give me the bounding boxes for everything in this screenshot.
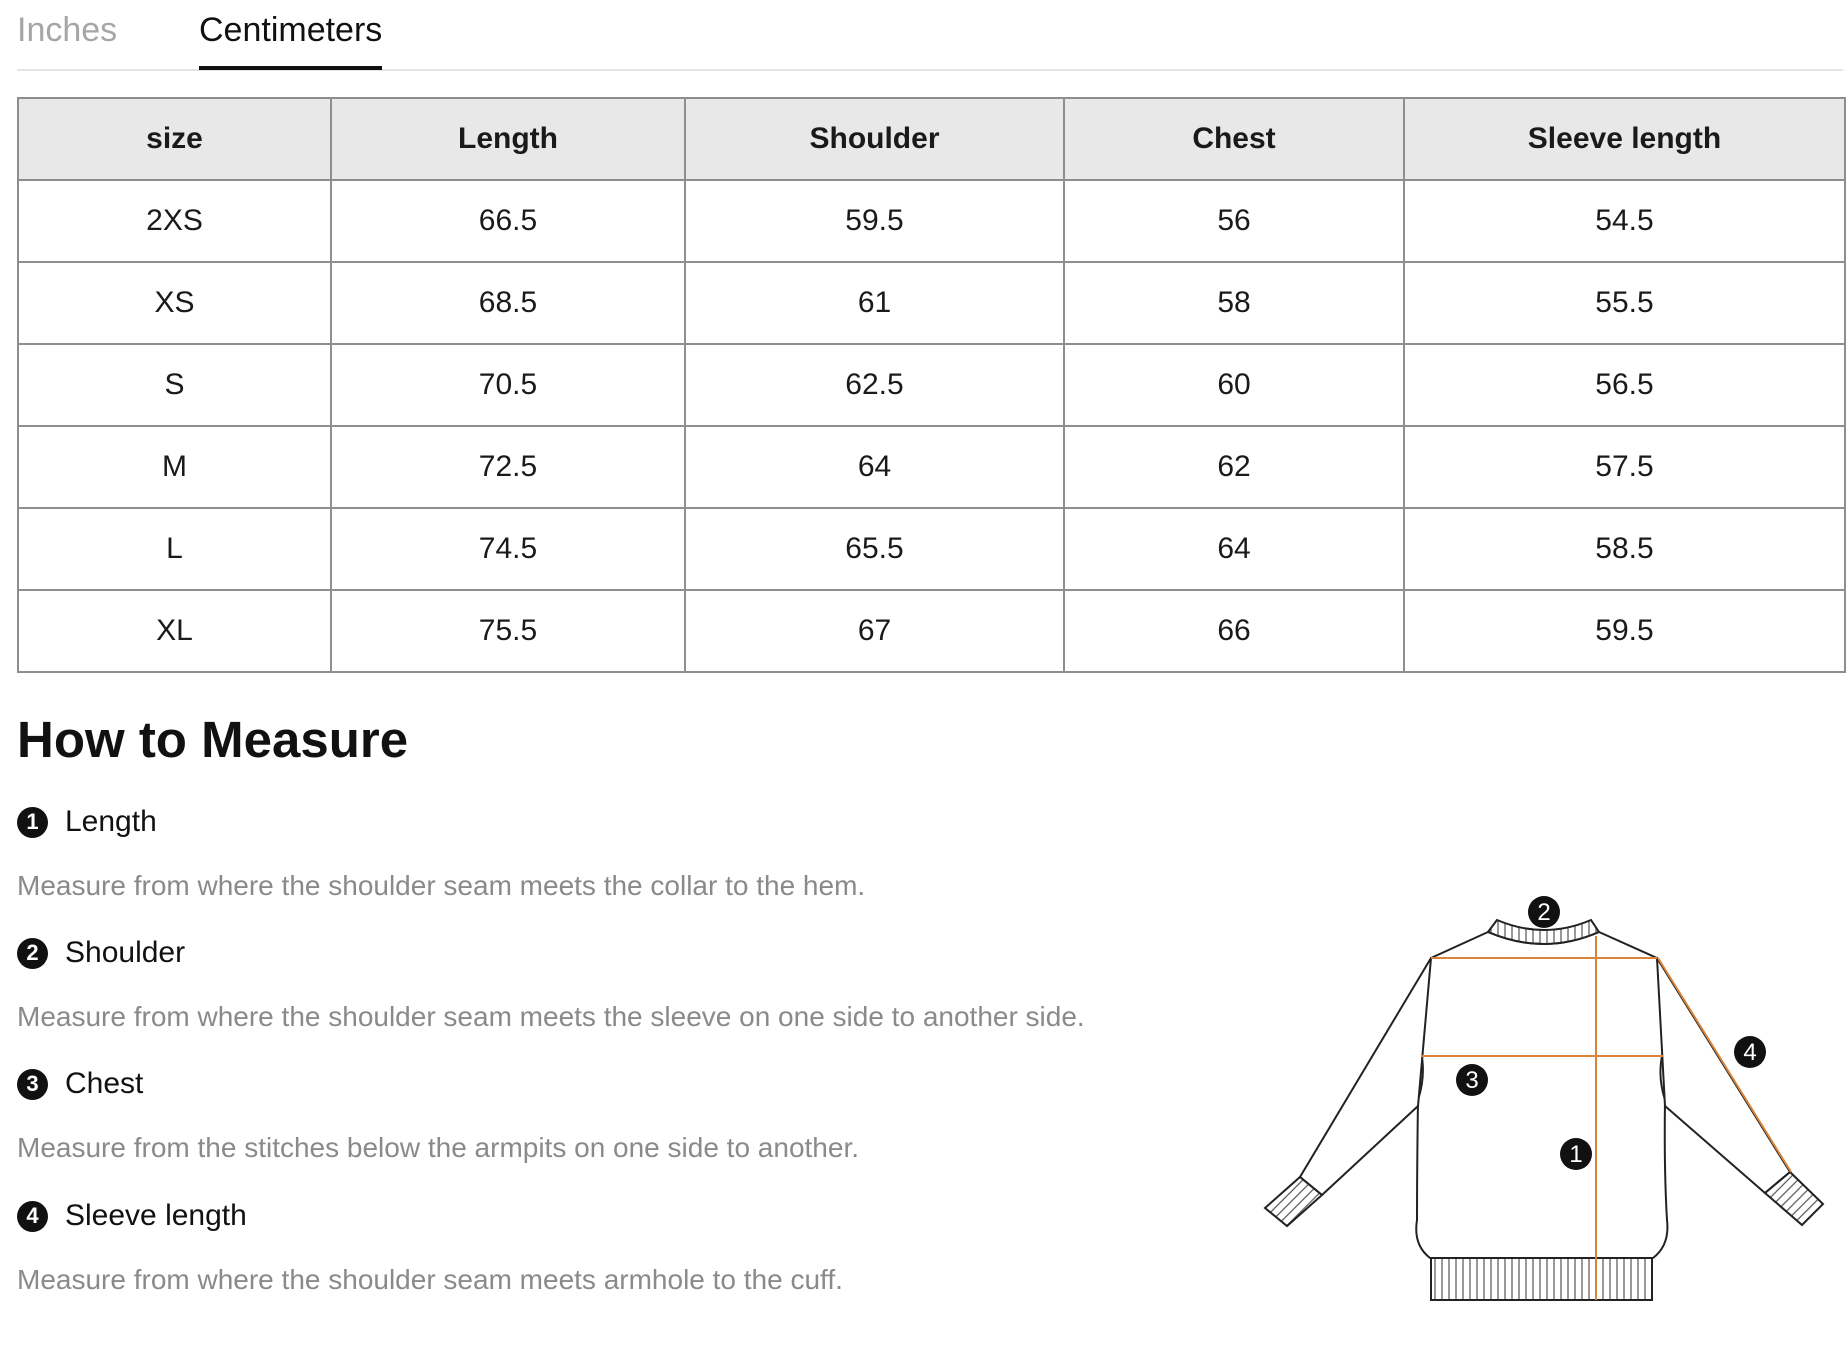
cell-size: XL [18, 590, 331, 672]
measure-item-description: Measure from where the shoulder seam meets the sleeve on one side to another side. [17, 1001, 1085, 1032]
cell-sleeve-length: 59.5 [1404, 590, 1845, 672]
measure-item-title: Length [65, 805, 157, 838]
marker-3-icon [1456, 1064, 1488, 1096]
measure-item-title: Sleeve length [65, 1199, 247, 1232]
measure-item-description: Measure from the stitches below the armpits on one side to another. [17, 1132, 860, 1163]
table-row [18, 344, 1845, 426]
cell-chest: 58 [1064, 262, 1404, 344]
measure-item-chest [17, 1064, 859, 1168]
size-chart-table [17, 97, 1846, 673]
measure-item-title: Shoulder [65, 936, 186, 969]
number-3-icon: 3 [17, 1069, 48, 1100]
cell-sleeve-length: 57.5 [1404, 426, 1845, 508]
table-row [18, 426, 1845, 508]
table-header-row [18, 98, 1845, 180]
cell-size: M [18, 426, 331, 508]
table-row [18, 262, 1845, 344]
cell-shoulder: 61 [685, 262, 1064, 344]
cell-length: 68.5 [331, 262, 685, 344]
table-row [18, 508, 1845, 590]
cell-shoulder: 64 [685, 426, 1064, 508]
header-sleeve-length: Sleeve length [1404, 98, 1845, 180]
sweater-measurement-diagram [1245, 880, 1845, 1310]
cell-size: L [18, 508, 331, 590]
cell-length: 66.5 [331, 180, 685, 262]
marker-1-icon [1560, 1138, 1592, 1170]
measure-item-title: Chest [65, 1067, 144, 1100]
header-size: size [18, 98, 331, 180]
cell-sleeve-length: 56.5 [1404, 344, 1845, 426]
cell-length: 75.5 [331, 590, 685, 672]
marker-3-label: 3 [1465, 1067, 1479, 1094]
measure-item-description: Measure from where the shoulder seam meets armhole to the cuff. [17, 1264, 843, 1295]
marker-4-label: 4 [1743, 1039, 1757, 1066]
cell-size: XS [18, 262, 331, 344]
cell-chest: 56 [1064, 180, 1404, 262]
marker-4-icon [1734, 1036, 1766, 1068]
marker-2-icon [1528, 896, 1560, 928]
tab-inches[interactable]: Inches [17, 11, 118, 49]
cell-size: S [18, 344, 331, 426]
how-to-measure-title: How to Measure [17, 711, 409, 768]
sweater-outline [1300, 932, 1790, 1258]
number-4-icon: 4 [17, 1201, 48, 1232]
cell-length: 74.5 [331, 508, 685, 590]
measure-item-description: Measure from where the shoulder seam meets the collar to the hem. [17, 870, 866, 901]
marker-2-label: 2 [1537, 899, 1551, 926]
measure-item-shoulder [17, 933, 1085, 1037]
number-2-icon: 2 [17, 938, 48, 969]
cell-sleeve-length: 58.5 [1404, 508, 1845, 590]
table-row [18, 180, 1845, 262]
cell-sleeve-length: 54.5 [1404, 180, 1845, 262]
cell-chest: 60 [1064, 344, 1404, 426]
header-shoulder: Shoulder [685, 98, 1064, 180]
unit-tabs [17, 0, 1843, 71]
measure-item-sleeve-length [17, 1196, 843, 1300]
cell-sleeve-length: 55.5 [1404, 262, 1845, 344]
header-chest: Chest [1064, 98, 1404, 180]
number-1-icon: 1 [17, 807, 48, 838]
cell-length: 70.5 [331, 344, 685, 426]
cell-chest: 66 [1064, 590, 1404, 672]
cell-size: 2XS [18, 180, 331, 262]
header-length: Length [331, 98, 685, 180]
cell-length: 72.5 [331, 426, 685, 508]
cell-shoulder: 67 [685, 590, 1064, 672]
marker-1-label: 1 [1569, 1141, 1583, 1168]
cell-shoulder: 59.5 [685, 180, 1064, 262]
cell-chest: 64 [1064, 508, 1404, 590]
tab-centimeters[interactable]: Centimeters [199, 8, 382, 52]
table-row [18, 590, 1845, 672]
cell-shoulder: 65.5 [685, 508, 1064, 590]
cell-chest: 62 [1064, 426, 1404, 508]
cell-shoulder: 62.5 [685, 344, 1064, 426]
measure-item-length [17, 802, 865, 906]
